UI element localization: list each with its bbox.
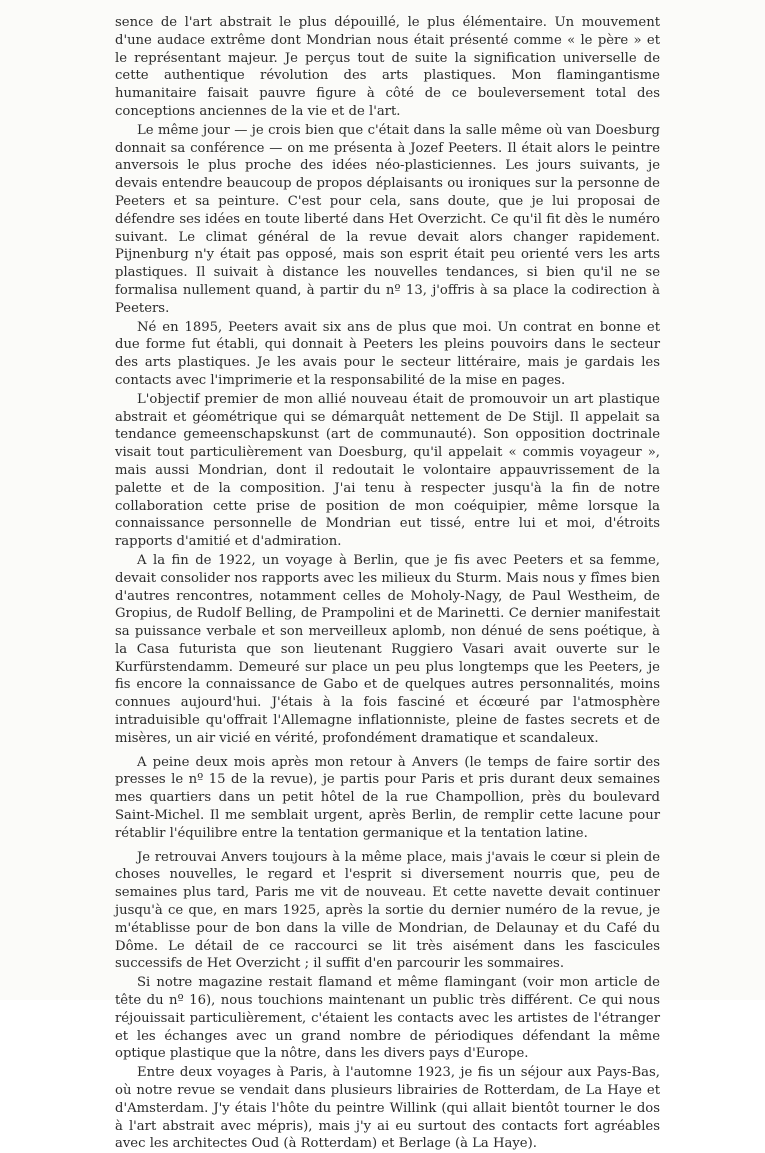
paragraph: Le même jour — je crois bien que c'était dans la salle même où van Doesburg donnait sa conférence — on me présenta à Jozef Peeters. Il était alors le peintre anversois le plus proche des idées néo-plasticiennes. Les jours suivants, je devais entendre beaucoup de propos déplaisants ou ironiques sur la personne de Peeters et sa peinture. C'est pour cela, sans doute, que je lui proposai de défendre ses idées en toute liberté dans Het Overzicht. Ce qu'il fit dès le numéro suivant. Le climat général de la revue devait alors changer rapidement. Pijnenburg n'y était pas opposé, mais son esprit était peu orienté vers les arts plastiques. Il suivait à distance les nouvelles tendances, si bien qu'il ne se formalisa nullement quand, à partir du nº 13, j'offris à sa place la codirection à Peeters.	[115, 122, 660, 316]
paragraph: Entre deux voyages à Paris, à l'automne 1923, je fis un séjour aux Pays-Bas, où notre revue se vendait dans plusieurs librairies de Rotterdam, de La Haye et d'Amsterdam. J'y étais l'hôte du peintre Willink (qui allait bientôt tourner le dos à l'art abstrait avec mépris), mais j'y ai eu surtout des contacts fort agréables avec les architectes Oud (à Rotterdam) et Berlage (à La Haye).	[115, 1065, 660, 1152]
page-body-text	[115, 14, 660, 1153]
paragraph: sence de l'art abstrait le plus dépouillé, le plus élémentaire. Un mouvement d'une audace extrême dont Mondrian nous était présenté comme « le père » et le représentant majeur. Je perçus tout de suite la signification universelle de cette authentique révolution des arts plastiques. Mon flamingantisme humanitaire faisait pauvre figure à côté de ce bouleversement total des conceptions anciennes de la vie et de l'art.	[115, 15, 660, 119]
paragraph: A la fin de 1922, un voyage à Berlin, que je fis avec Peeters et sa femme, devait consolider nos rapports avec les milieux du Sturm. Mais nous y fîmes bien d'autres rencontres, notamment celles de Moholy-Nagy, de Paul Westheim, de Gropius, de Rudolf Belling, de Prampolini et de Marinetti. Ce dernier manifestait sa puissance verbale et son merveilleux aplomb, non dénué de sens poétique, à la Casa futurista que son lieutenant Ruggiero Vasari avait ouverte sur le Kurfürstendamm. Demeuré sur place un peu plus longtemps que les Peeters, je fis encore la connaissance de Gabo et de quelques autres personnalités, moins connues aujourd'hui. J'étais à la fois fasciné et écœuré par l'atmosphère intraduisible qu'offrait l'Allemagne inflationniste, pleine de fastes secrets et de misères, un air vicié en vérité, profondément dramatique et scandaleux.	[115, 552, 660, 746]
paragraph: L'objectif premier de mon allié nouveau était de promouvoir un art plastique abstrait et géométrique qui se démarquât nettement de De Stijl. Il appelait sa tendance gemeenschapskunst (art de communauté). Son opposition doctrinale visait tout particulièrement van Doesburg, qu'il appelait « commis voyageur », mais aussi Mondrian, dont il redoutait le volontaire appauvrissement de la palette et de la composition. J'ai tenu à respecter jusqu'à la fin de notre collaboration cette prise de position de mon coéquipier, même lorsque la connaissance personnelle de Mondrian eut tissé, entre lui et moi, d'étroits rapports d'amitié et d'admiration.	[115, 391, 660, 550]
paragraph: A peine deux mois après mon retour à Anvers (le temps de faire sortir des presses le nº 15 de la revue), je partis pour Paris et pris durant deux semaines mes quartiers dans un petit hôtel de la rue Champollion, près du boulevard Saint-Michel. Il me semblait urgent, après Berlin, de remplir cette lacune pour rétablir l'équilibre entre la tentation germanique et la tentation latine.	[115, 754, 660, 841]
paragraph: Je retrouvai Anvers toujours à la même place, mais j'avais le cœur si plein de choses nouvelles, le regard et l'esprit si diversement nourris que, peu de semaines plus tard, Paris me vit de nouveau. Et cette navette devait continuer jusqu'à ce que, en mars 1925, après la sortie du dernier numéro de la revue, je m'établisse pour de bon dans la ville de Mondrian, de Delaunay et du Café du Dôme. Le détail de ce raccourci se lit très aisément dans les fascicules successifs de Het Overzicht ; il suffit d'en parcourir les sommaires.	[115, 849, 660, 972]
paragraph: Si notre magazine restait flamand et même flamingant (voir mon article de tête du nº 16), nous touchions maintenant un public très différent. Ce qui nous réjouissait particulièrement, c'étaient les contacts avec les artistes de l'étranger et les échanges avec un grand nombre de périodiques défendant la même optique plastique que la nôtre, dans les divers pays d'Europe.	[115, 975, 660, 1062]
paragraph: Né en 1895, Peeters avait six ans de plus que moi. Un contrat en bonne et due forme fut établi, qui donnait à Peeters les pleins pouvoirs dans le secteur des arts plastiques. Je les avais pour le secteur littéraire, mais je gardais les contacts avec l'imprimerie et la responsabilité de la mise en pages.	[115, 319, 660, 388]
